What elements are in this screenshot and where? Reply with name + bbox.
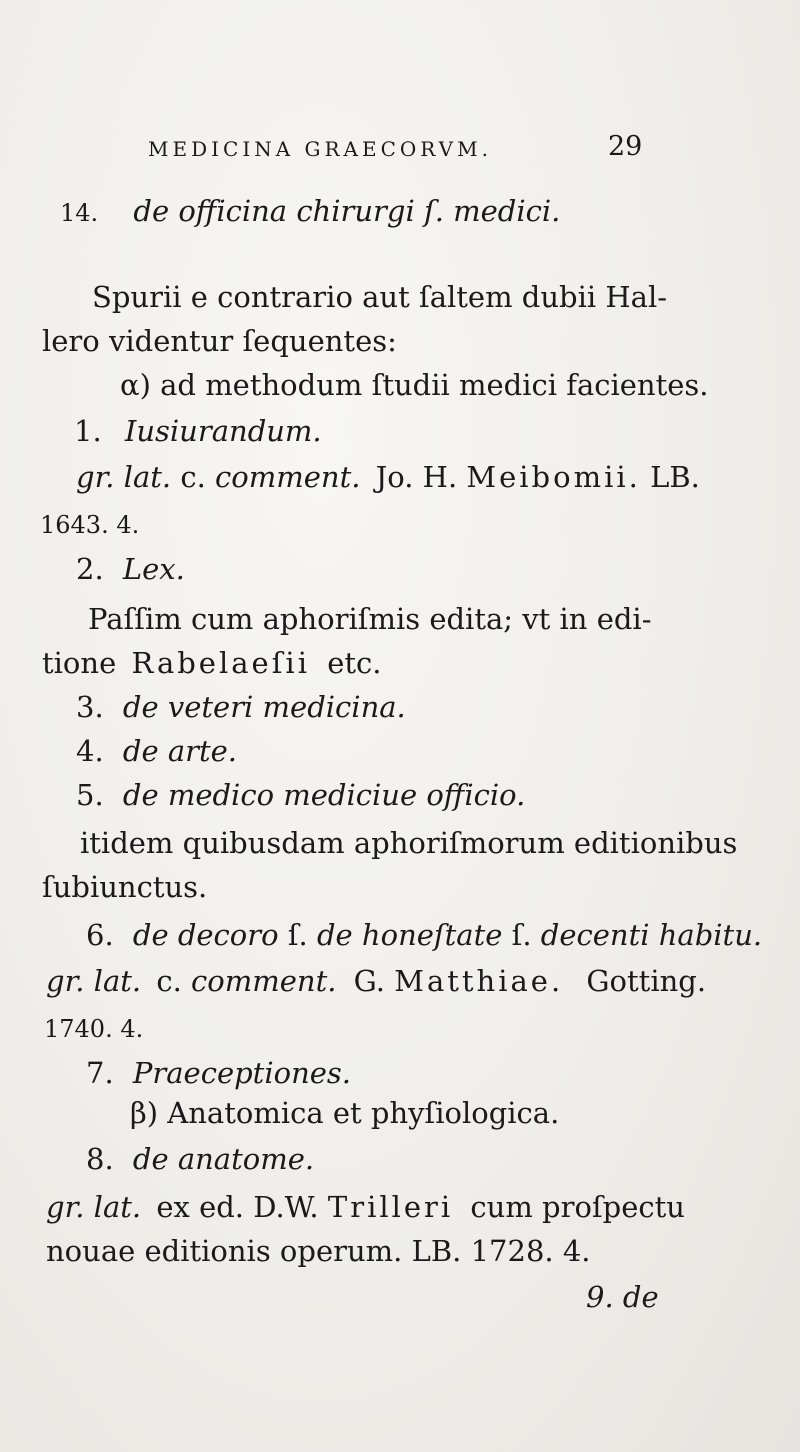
entry-title: Iusiurandum. — [124, 414, 322, 448]
entry-title: de veteri medicina. — [122, 690, 406, 724]
section-heading-alpha: α) ad methodum ſtudii medici facientes. — [120, 368, 709, 402]
entry-2 — [76, 552, 185, 586]
entry-number: 1. — [74, 414, 102, 448]
text-line: Spurii e contrario aut ſaltem dubii Hal- — [92, 280, 668, 314]
imprint-line: gr. lat. c. comment. G. Matthiae. Gotting. — [46, 964, 707, 998]
catchword: 9. de — [586, 1280, 659, 1314]
entry-number: 5. — [76, 778, 104, 812]
section-heading-beta: β) Anatomica et phyſiologica. — [130, 1096, 560, 1130]
entry-number: 14. — [60, 199, 99, 227]
entry-title: de medico mediciue officio. — [122, 778, 526, 812]
page-number: 29 — [608, 131, 643, 162]
entry-number: 7. — [86, 1056, 114, 1090]
entry-7 — [86, 1056, 351, 1090]
text-line: ſubiunctus. — [42, 870, 208, 904]
entry-5 — [76, 778, 525, 812]
entry-number: 3. — [76, 690, 104, 724]
text-line: lero videntur ſequentes: — [42, 324, 397, 358]
entry-number: 4. — [76, 734, 104, 768]
text-line: tione Rabelaeſii etc. — [42, 646, 382, 680]
entry-title: Lex. — [122, 552, 185, 586]
entry-title: de arte. — [122, 734, 238, 768]
entry-title: de officina chirurgi ſ. medici. — [133, 194, 561, 228]
imprint-line: 1740. 4. — [44, 1015, 144, 1043]
running-title: MEDICINA GRAECORVM. — [148, 137, 492, 161]
entry-title: Praeceptiones. — [132, 1056, 352, 1090]
imprint-line: gr. lat. ex ed. D.W. Trilleri cum proſpectu — [46, 1190, 685, 1224]
entry-6: 6. de decoro ſ. de honeſtate ſ. decenti habitu. — [86, 918, 763, 952]
text-line: itidem quibusdam aphoriſmorum editionibus — [80, 826, 738, 860]
entry-number: 2. — [76, 552, 104, 586]
imprint-line: gr. lat. c. comment. Jo. H. Meibomii. LB. — [76, 460, 700, 494]
entry-number: 8. — [86, 1142, 114, 1176]
imprint-line: 1643. 4. — [40, 511, 140, 539]
entry-8 — [86, 1142, 314, 1176]
entry-title: de anatome. — [132, 1142, 315, 1176]
imprint-line: nouae editionis operum. LB. 1728. 4. — [46, 1234, 591, 1268]
entry-14 — [60, 194, 560, 230]
text-line: Paſſim cum aphoriſmis edita; vt in edi- — [88, 602, 652, 636]
entry-3 — [76, 690, 406, 724]
entry-number: 6. — [86, 918, 114, 952]
entry-4 — [76, 734, 237, 768]
entry-1 — [74, 414, 322, 448]
